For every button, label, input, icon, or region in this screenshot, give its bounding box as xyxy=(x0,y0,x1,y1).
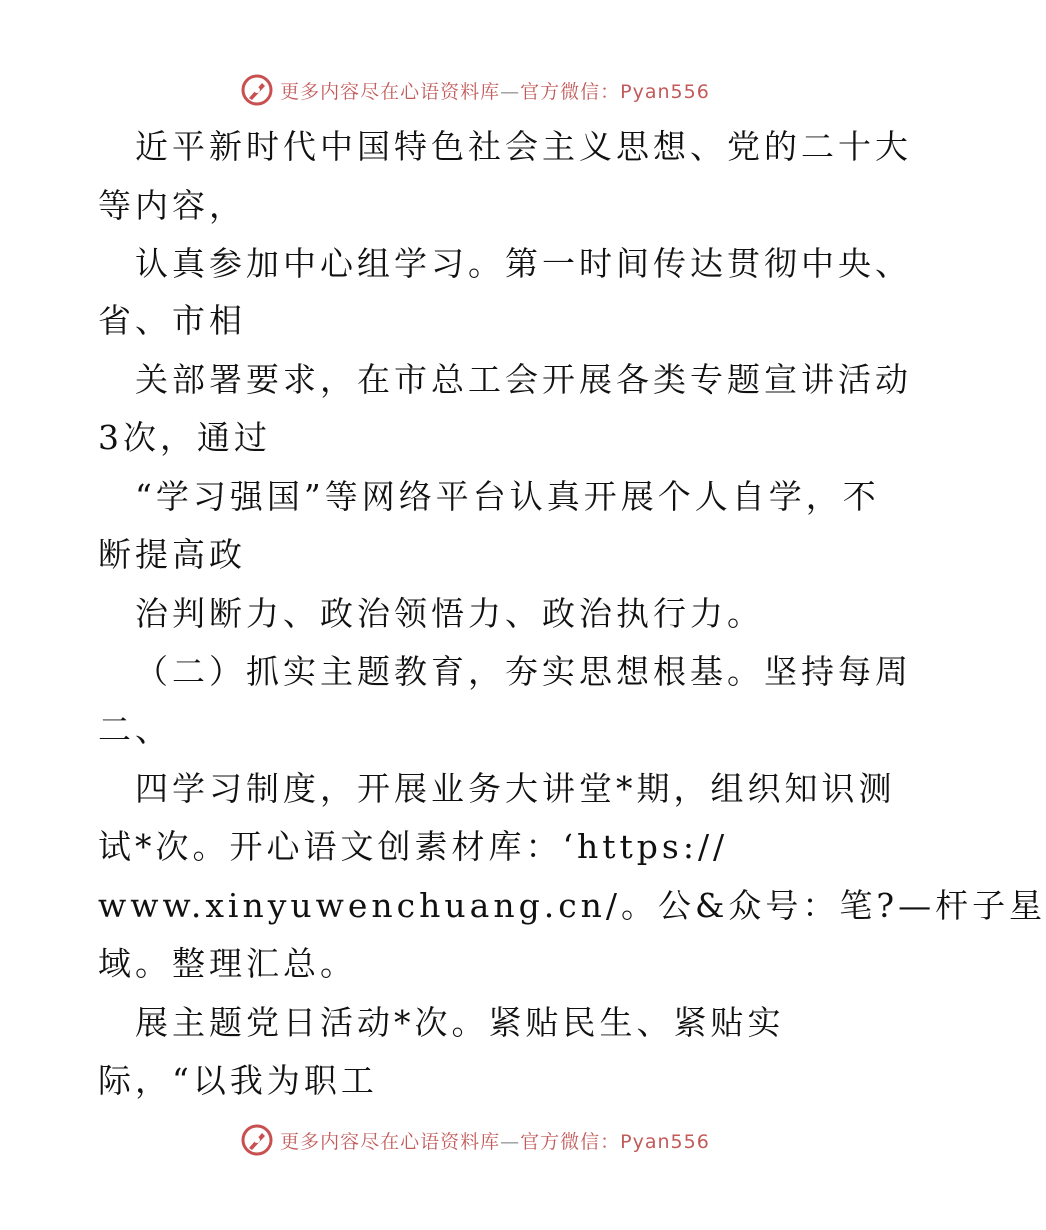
text-line: 四学习制度，开展业务大讲堂*期，组织知识测 xyxy=(135,769,896,808)
text-line: www.xinyuwenchuang.cn/。公&众号：笔?—杆子星 xyxy=(98,886,1046,925)
footer-watermark-banner xyxy=(0,1120,950,1160)
footer-watermark-text: 更多内容尽在心语资料库—官方微信：Pyan556 xyxy=(280,1130,710,1153)
text-line: 际，“以我为职工 xyxy=(98,1061,378,1100)
text-line: 二、 xyxy=(98,710,172,749)
text-line: 断提高政 xyxy=(98,535,246,574)
text-line: 域。整理汇总。 xyxy=(98,944,357,983)
pen-logo-icon xyxy=(240,73,274,107)
text-line: “学习强国”等网络平台认真开展个人自学，不 xyxy=(135,477,880,516)
text-line: 省、市相 xyxy=(98,301,246,340)
text-line: 等内容， xyxy=(98,186,246,225)
text-line: 治判断力、政治领悟力、政治执行力。 xyxy=(135,594,764,633)
text-line: 近平新时代中国特色社会主义思想、党的二十大 xyxy=(135,127,912,166)
text-line: 认真参加中心组学习。第一时间传达贯彻中央、 xyxy=(135,244,912,283)
text-line: 展主题党日活动*次。紧贴民生、紧贴实 xyxy=(135,1003,785,1042)
text-line: 试*次。开心语文创素材库：‘https:// xyxy=(98,827,729,866)
header-watermark-banner xyxy=(0,70,950,110)
pen-logo-icon xyxy=(240,1123,274,1157)
text-line: 3次，通过 xyxy=(98,418,271,457)
text-line: （二）抓实主题教育，夯实思想根基。坚持每周 xyxy=(135,652,912,691)
header-watermark-text: 更多内容尽在心语资料库—官方微信：Pyan556 xyxy=(280,80,710,103)
text-line: 关部署要求，在市总工会开展各类专题宣讲活动 xyxy=(135,360,912,399)
